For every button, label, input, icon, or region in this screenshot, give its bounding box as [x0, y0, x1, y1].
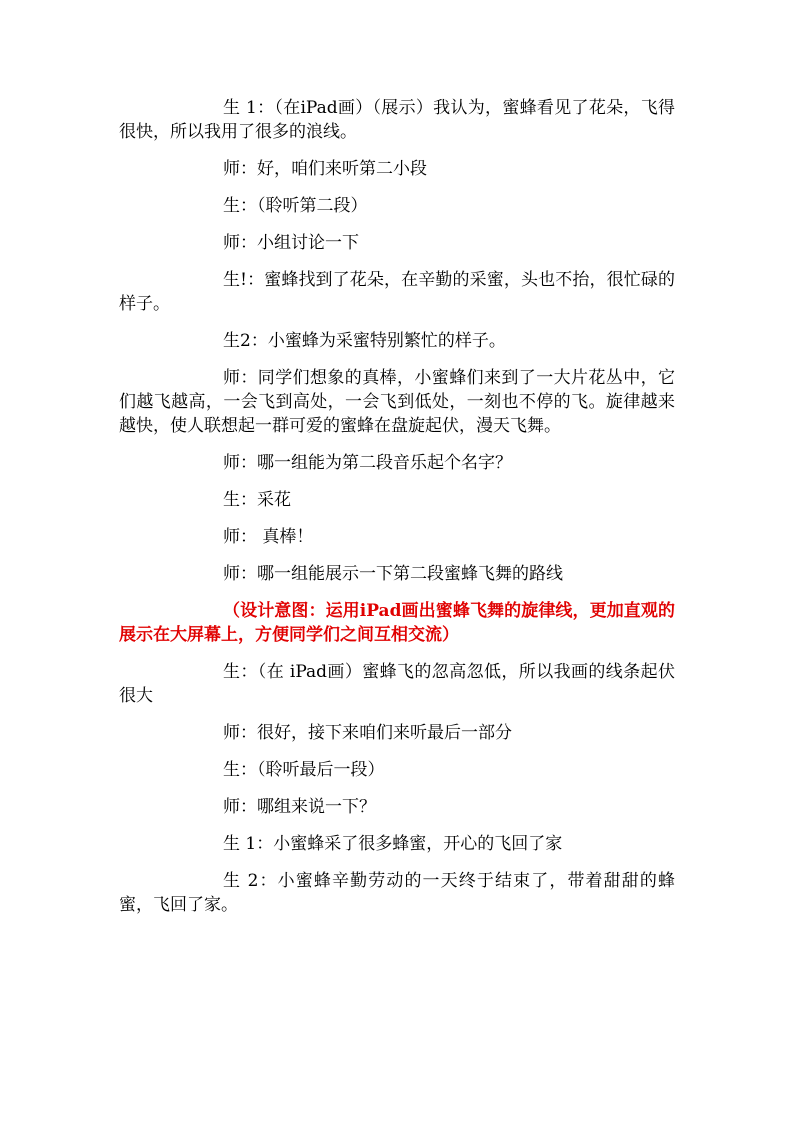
dialogue-paragraph: 生：（聆听第二段） — [223, 196, 368, 216]
dialogue-paragraph: 生!：蜜蜂找到了花朵，在辛勤的采蜜，头也不抬，很忙碌的样子。 — [119, 270, 675, 314]
dialogue-paragraph: 生：（聆听最后一段） — [223, 760, 385, 780]
dialogue-paragraph: 生：采花 — [223, 490, 291, 510]
dialogue-paragraph: 生 2：小蜜蜂辛勤劳动的一天终于结束了，带着甜甜的蜂蜜，飞回了家。 — [119, 871, 675, 915]
dialogue-paragraph: 生：（在 iPad画）蜜蜂飞的忽高忽低，所以我画的线条起伏很大 — [119, 662, 675, 706]
document-page — [119, 96, 675, 930]
dialogue-paragraph: 师： 真棒！ — [223, 527, 314, 547]
dialogue-paragraph: 师：哪一组能展示一下第二段蜜蜂飞舞的路线 — [223, 564, 563, 584]
dialogue-paragraph: 生2：小蜜蜂为采蜜特别繁忙的样子。 — [223, 331, 506, 351]
dialogue-paragraph: 师：同学们想象的真棒，小蜜蜂们来到了一大片花丛中，它们越飞越高，一会飞到高处，一会飞到低处，一刻也不停的飞。旋律越来越快，使人联想起一群可爱的蜜蜂在盘旋起伏，漫天飞舞。 — [119, 368, 675, 436]
design-intent-note: （设计意图：运用iPad画出蜜蜂飞舞的旋律线，更加直观的展示在大屏幕上，方便同学们之间互相交流） — [119, 601, 675, 645]
dialogue-paragraph: 师：哪一组能为第二段音乐起个名字？ — [223, 453, 512, 473]
dialogue-paragraph: 师：很好，接下来咱们来听最后一部分 — [223, 723, 512, 743]
dialogue-paragraph: 生 1：小蜜蜂采了很多蜂蜜，开心的飞回了家 — [223, 834, 563, 854]
dialogue-paragraph: 师：哪组来说一下？ — [223, 797, 376, 817]
dialogue-paragraph: 师：小组讨论一下 — [223, 233, 359, 253]
dialogue-paragraph: 生 1：（在iPad画）（展示）我认为，蜜蜂看见了花朵，飞得很快，所以我用了很多的浪线。 — [119, 98, 675, 142]
dialogue-paragraph: 师：好，咱们来听第二小段 — [223, 159, 427, 179]
